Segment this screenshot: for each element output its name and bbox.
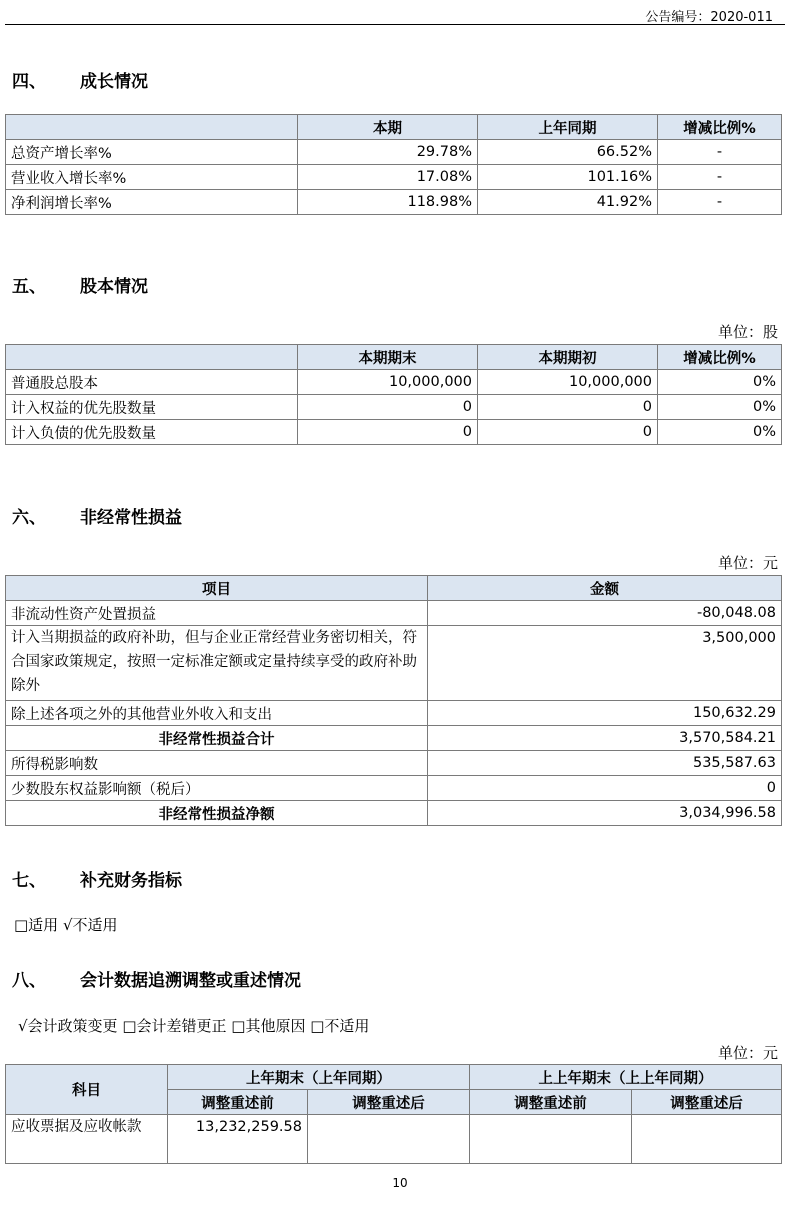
table-row: 总资产增长率% 29.78% 66.52% - [6,140,782,165]
table-header-row: 本期 上年同期 增减比例% [6,115,782,140]
header-rule [5,24,785,25]
table-row: 普通股总股本 10,000,000 10,000,000 0% [6,370,782,395]
unit-label: 单位：股 [717,323,778,341]
table-row: 净利润增长率% 118.98% 41.92% - [6,190,782,215]
applicability-options: □适用 √不适用 [14,916,118,934]
table-row: 应收票据及应收帐款 13,232,259.58 [6,1115,782,1164]
section-8-heading: 八、 会计数据追溯调整或重述情况 [12,971,301,991]
table-header-row: 科目 上年期末（上年同期） 上上年期末（上上年同期） [6,1065,782,1090]
section-7-heading: 七、 补充财务指标 [12,871,182,891]
announcement-number: 公告编号：2020-011 [645,10,773,25]
table-row: 计入权益的优先股数量 0 0 0% [6,395,782,420]
table-row: 营业收入增长率% 17.08% 101.16% - [6,165,782,190]
table-row: 除上述各项之外的其他营业外收入和支出 150,632.29 [6,701,782,726]
table-row: 非流动性资产处置损益 -80,048.08 [6,601,782,626]
section-5-heading: 五、 股本情况 [12,277,148,297]
table-header-row: 本期期末 本期期初 增减比例% [6,345,782,370]
page-number: 10 [392,1176,408,1190]
growth-table [5,114,782,215]
section-6-heading: 六、 非经常性损益 [12,508,182,528]
section-4-heading: 四、 成长情况 [12,72,148,92]
unit-label: 单位：元 [717,1044,778,1062]
non-recurring-table [5,575,782,826]
table-row: 非经常性损益净额 3,034,996.58 [6,801,782,826]
table-header-row: 项目 金额 [6,576,782,601]
table-row: 少数股东权益影响额（税后） 0 [6,776,782,801]
table-row: 所得税影响数 535,587.63 [6,751,782,776]
table-row: 计入负债的优先股数量 0 0 0% [6,420,782,445]
table-subheader-row: 调整重述前 调整重述后 调整重述前 调整重述后 [6,1090,782,1115]
table-row: 计入当期损益的政府补助，但与企业正常经营业务密切相关，符合国家政策规定，按照一定标准定额或定量持续享受的政府补助除外 3,500,000 [6,626,782,701]
restatement-table [5,1064,782,1164]
table-row: 非经常性损益合计 3,570,584.21 [6,726,782,751]
adjustment-reason-options: √会计政策变更 □会计差错更正 □其他原因 □不适用 [18,1017,370,1035]
unit-label: 单位：元 [717,554,778,572]
share-capital-table [5,344,782,445]
